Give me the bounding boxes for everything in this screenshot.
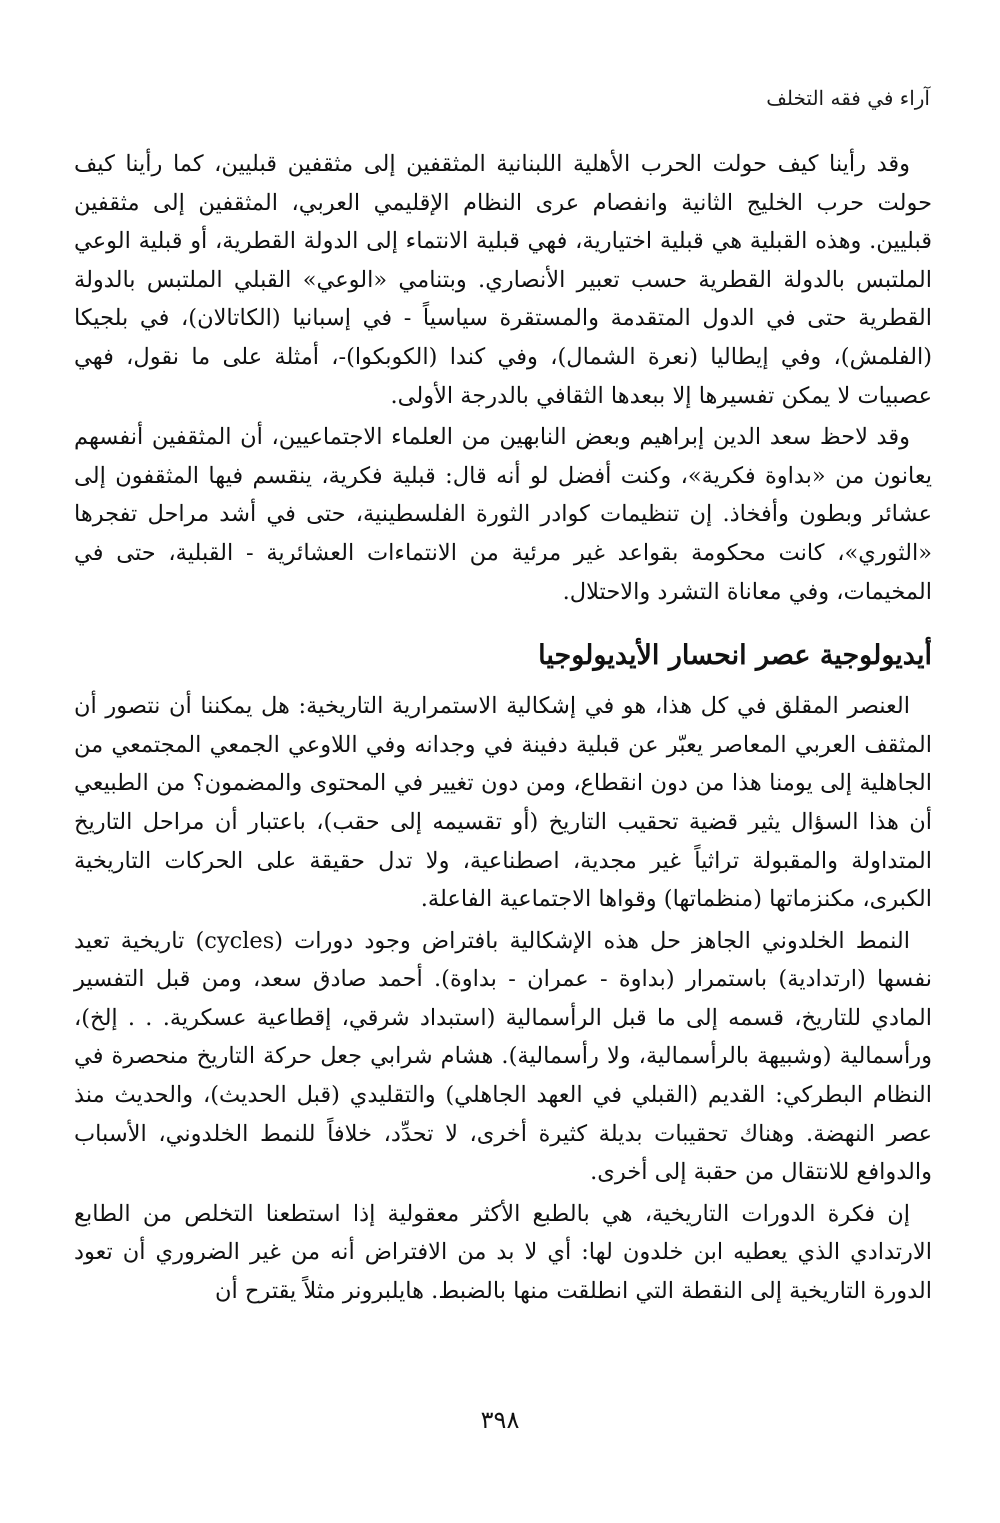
running-header: آراء في فقه التخلف: [766, 86, 930, 110]
paragraph: إن فكرة الدورات التاريخية، هي بالطبع الأكثر معقولية إذا استطعنا التخلص من الطابع الارتدادي الذي يعطيه ابن خلدون لها: أي لا بد من الافتراض أنه من غير الضروري أن تعود الدورة التاريخية إلى النقطة التي انطلقت منها بالضبط. هايلبرونر مثلاً يقترح أن: [74, 1200, 932, 1305]
page-number: ٣٩٨: [480, 1406, 520, 1434]
paragraph: العنصر المقلق في كل هذا، هو في إشكالية الاستمرارية التاريخية: هل يمكننا أن نتصور أن المثقف العربي المعاصر يعبّر عن قبلية دفينة في وجدانه وفي اللاوعي الجمعي المجتمعي من الجاهلية إلى يومنا هذا من دون انقطاع، ومن دون تغيير في المحتوى والمضمون؟ من الطبيعي أن هذا السؤال يثير قضية تحقيب التاريخ (أو تقسيمه إلى حقب)، باعتبار أن مراحل التاريخ المتداولة والمقبولة تراثياً غير مجدية، اصطناعية، ولا تدل حقيقة على الحركات التاريخية الكبرى، مكنزماتها (منظماتها) وقواها الاجتماعية الفاعلة.: [74, 693, 932, 913]
paragraph: وقد رأينا كيف حولت الحرب الأهلية اللبنانية المثقفين إلى مثقفين قبليين، كما رأينا كيف حولت حرب الخليج الثانية وانفصام عرى النظام الإقليمي العربي، المثقفين إلى مثقفين قبليين. وهذه القبلية هي قبلية اختيارية، فهي قبلية الانتماء إلى الدولة القطرية، أو قبلية الوعي الملتبس بالدولة القطرية حسب تعبير الأنصاري. وبتنامي «الوعي» القبلي الملتبس بالدولة القطرية حتى في الدول المتقدمة والمستقرة سياسياً - في إسبانيا (الكاتالان)، في بلجيكا (الفلمش)، وفي إيطاليا (نعرة الشمال)، وفي كندا (الكوبكوا)-، أمثلة على ما نقول، فهي عصبيات لا يمكن تفسيرها إلا ببعدها الثقافي بالدرجة الأولى.: [74, 151, 932, 409]
section-heading: أيديولوجية عصر انحسار الأيديولوجيا: [538, 640, 932, 672]
page-body: [74, 145, 932, 1314]
paragraph: النمط الخلدوني الجاهز حل هذه الإشكالية بافتراض وجود دورات (cycles) تاريخية تعيد نفسها (ارتدادية) باستمرار (بداوة - عمران - بداوة). أحمد صادق سعد، ومن قبل التفسير المادي للتاريخ، قسمه إلى ما قبل الرأسمالية (استبداد شرقي، إقطاعية عسكرية. . . إلخ)، ورأسمالية (وشبيهة بالرأسمالية، ولا رأسمالية). هشام شرابي جعل حركة التاريخ منحصرة في النظام البطركي: القديم (القبلي في العهد الجاهلي) والتقليدي (قبل الحديث)، والحديث منذ عصر النهضة. وهناك تحقيبات بديلة كثيرة أخرى، لا تحدِّد، خلافاً للنمط الخلدوني، الأسباب والدوافع للانتقال من حقبة إلى أخرى.: [74, 927, 932, 1186]
paragraph: وقد لاحظ سعد الدين إبراهيم وبعض النابهين من العلماء الاجتماعيين، أن المثقفين أنفسهم يعانون من «بداوة فكرية»، وكنت أفضل لو أنه قال: قبلية فكرية، ينقسم فيها المثقفون إلى عشائر وبطون وأفخاذ. إن تنظيمات كوادر الثورة الفلسطينية، حتى في أشد مراحل تفجرها «الثوري»، كانت محكومة بقواعد غير مرئية من الانتماءات العشائرية - القبلية، حتى في المخيمات، وفي معاناة التشرد والاحتلال.: [74, 424, 932, 605]
